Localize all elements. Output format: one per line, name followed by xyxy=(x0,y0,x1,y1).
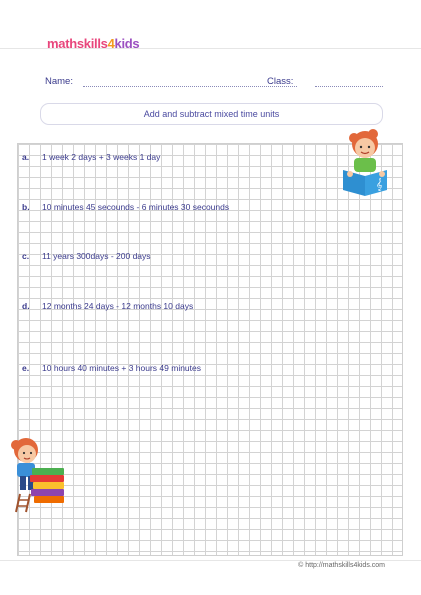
question-a xyxy=(22,152,160,162)
question-label: a. xyxy=(22,152,30,162)
question-text: 12 months 24 days - 12 months 10 days xyxy=(42,301,194,311)
worksheet-title-text: Add and subtract mixed time units xyxy=(143,109,280,119)
bottom-divider xyxy=(0,560,421,561)
class-label: Class: xyxy=(267,76,294,87)
question-e xyxy=(22,363,201,373)
question-text: 10 hours 40 minutes + 3 hours 49 minutes xyxy=(42,363,201,373)
question-label: b. xyxy=(22,202,30,212)
question-label: d. xyxy=(22,301,30,311)
kid-reading-book-illustration xyxy=(340,126,394,200)
question-text: 1 week 2 days + 3 weeks 1 day xyxy=(42,152,161,162)
question-label: c. xyxy=(22,251,30,261)
svg-text:𝄞: 𝄞 xyxy=(376,178,383,191)
footer-url[interactable]: © http://mathskills4kids.com xyxy=(298,562,385,569)
worksheet-title xyxy=(40,103,383,125)
name-label: Name: xyxy=(45,76,73,87)
question-text: 10 minutes 45 secounds - 6 minutes 30 secounds xyxy=(42,202,230,212)
logo-text-4: 4 xyxy=(107,36,115,51)
kid-with-books-illustration xyxy=(6,436,68,514)
name-field[interactable] xyxy=(83,86,297,87)
question-c xyxy=(22,251,151,261)
question-b xyxy=(22,202,229,212)
question-d xyxy=(22,301,193,311)
logo-text-kids: kids xyxy=(114,36,140,51)
logo-text-mathskills: mathskills xyxy=(47,36,108,51)
class-field[interactable] xyxy=(315,86,383,87)
question-text: 11 years 300days - 200 days xyxy=(42,251,151,261)
question-label: e. xyxy=(22,363,30,373)
brand-logo xyxy=(47,36,139,51)
student-info-row xyxy=(45,76,385,90)
